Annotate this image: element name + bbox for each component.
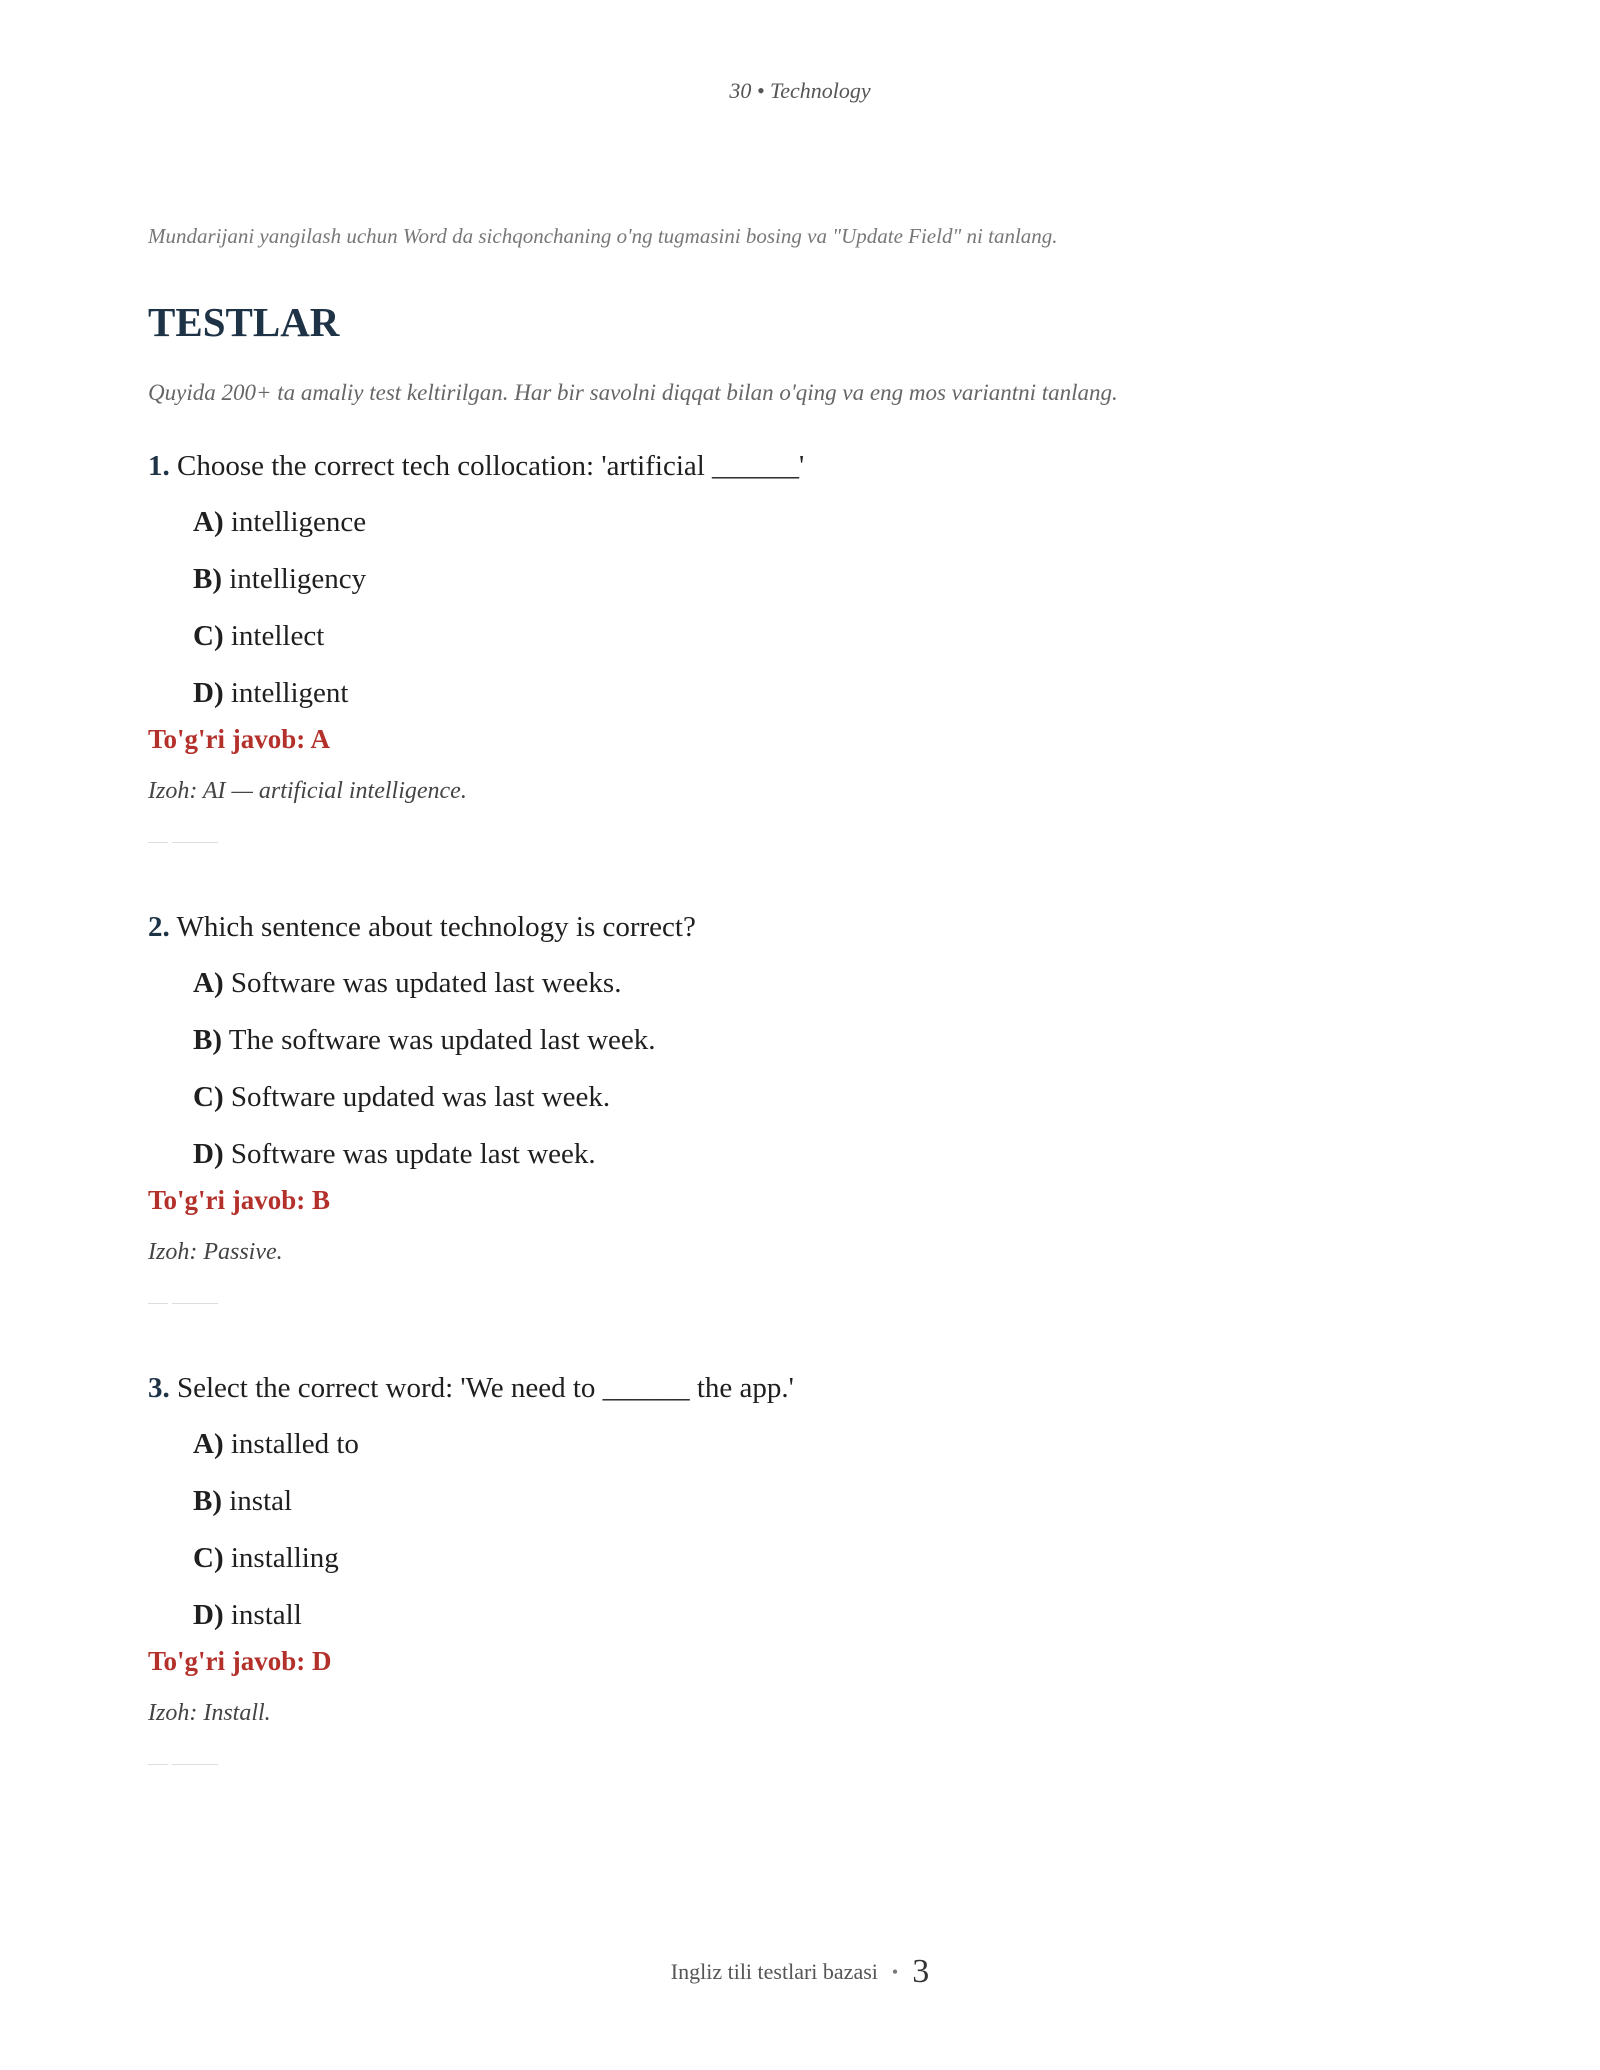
question-number: 1. bbox=[148, 450, 170, 482]
option-b bbox=[193, 1483, 359, 1540]
answer-explanation: Izoh: AI — artificial intelligence. bbox=[148, 778, 467, 804]
option-c bbox=[193, 618, 366, 675]
page-number: 3 bbox=[912, 1953, 930, 1990]
answer-explanation: Izoh: Passive. bbox=[148, 1239, 283, 1265]
option-letter: C) bbox=[193, 1542, 224, 1574]
option-a bbox=[193, 1426, 359, 1483]
question-divider bbox=[148, 1755, 224, 1765]
option-c bbox=[193, 1079, 656, 1136]
option-c bbox=[193, 1540, 359, 1597]
question-item bbox=[148, 1370, 1458, 1831]
option-letter: D) bbox=[193, 677, 224, 709]
page-content bbox=[148, 220, 1458, 1726]
option-letter: B) bbox=[193, 1024, 222, 1056]
option-text: instal bbox=[229, 1485, 293, 1517]
option-letter: A) bbox=[193, 967, 224, 999]
option-a bbox=[193, 965, 656, 1022]
option-letter: C) bbox=[193, 1081, 224, 1113]
option-a bbox=[193, 504, 366, 561]
option-letter: B) bbox=[193, 1485, 222, 1517]
option-text: The software was updated last week. bbox=[228, 1024, 656, 1056]
option-letter: A) bbox=[193, 506, 224, 538]
option-text: intelligency bbox=[229, 563, 367, 595]
question-number: 3. bbox=[148, 1372, 170, 1404]
question-text bbox=[148, 448, 804, 484]
footer-label: Ingliz tili testlari bazasi bbox=[670, 1959, 878, 1984]
correct-answer: To'g'ri javob: B bbox=[148, 1185, 331, 1215]
option-letter: D) bbox=[193, 1138, 224, 1170]
option-text: install bbox=[230, 1599, 302, 1631]
option-b bbox=[193, 561, 366, 618]
question-number: 2. bbox=[148, 911, 170, 943]
option-text: intelligence bbox=[230, 506, 367, 538]
answer-explanation: Izoh: Install. bbox=[148, 1700, 271, 1726]
option-list bbox=[193, 965, 656, 1193]
option-text: Software was update last week. bbox=[230, 1138, 596, 1170]
option-letter: A) bbox=[193, 1428, 224, 1460]
option-text: installed to bbox=[230, 1428, 359, 1460]
option-text: intellect bbox=[230, 620, 325, 652]
page-footer bbox=[0, 1953, 1600, 1991]
question-divider bbox=[148, 1294, 224, 1304]
toc-update-note: Mundarijani yangilash uchun Word da sichqonchaning o'ng tugmasini bosing va "Update Field" ni tanlang. bbox=[148, 224, 1058, 248]
question-text bbox=[148, 909, 696, 945]
question-item bbox=[148, 448, 1458, 909]
correct-answer: To'g'ri javob: D bbox=[148, 1646, 332, 1676]
option-text: installing bbox=[230, 1542, 339, 1574]
section-intro: Quyida 200+ ta amaliy test keltirilgan. Har bir savolni diqqat bilan o'qing va eng mos variantni tanlang. bbox=[148, 380, 1118, 405]
question-list bbox=[148, 448, 1458, 1831]
section-title: TESTLAR bbox=[148, 299, 340, 345]
correct-answer: To'g'ri javob: A bbox=[148, 724, 331, 754]
option-b bbox=[193, 1022, 656, 1079]
option-text: intelligent bbox=[230, 677, 349, 709]
option-list bbox=[193, 504, 366, 732]
question-text bbox=[148, 1370, 794, 1406]
question-prompt: Choose the correct tech collocation: 'artificial ______' bbox=[177, 450, 805, 482]
option-text: Software was updated last weeks. bbox=[230, 967, 622, 999]
question-item bbox=[148, 909, 1458, 1370]
option-letter: B) bbox=[193, 563, 222, 595]
option-letter: C) bbox=[193, 620, 224, 652]
option-text: Software updated was last week. bbox=[230, 1081, 611, 1113]
footer-separator: • bbox=[891, 1961, 899, 1982]
question-divider bbox=[148, 833, 224, 843]
question-prompt: Select the correct word: 'We need to ______ the app.' bbox=[177, 1372, 794, 1404]
question-prompt: Which sentence about technology is correct? bbox=[176, 911, 696, 943]
running-header: 30 • Technology bbox=[729, 78, 871, 103]
option-list bbox=[193, 1426, 359, 1654]
option-letter: D) bbox=[193, 1599, 224, 1631]
